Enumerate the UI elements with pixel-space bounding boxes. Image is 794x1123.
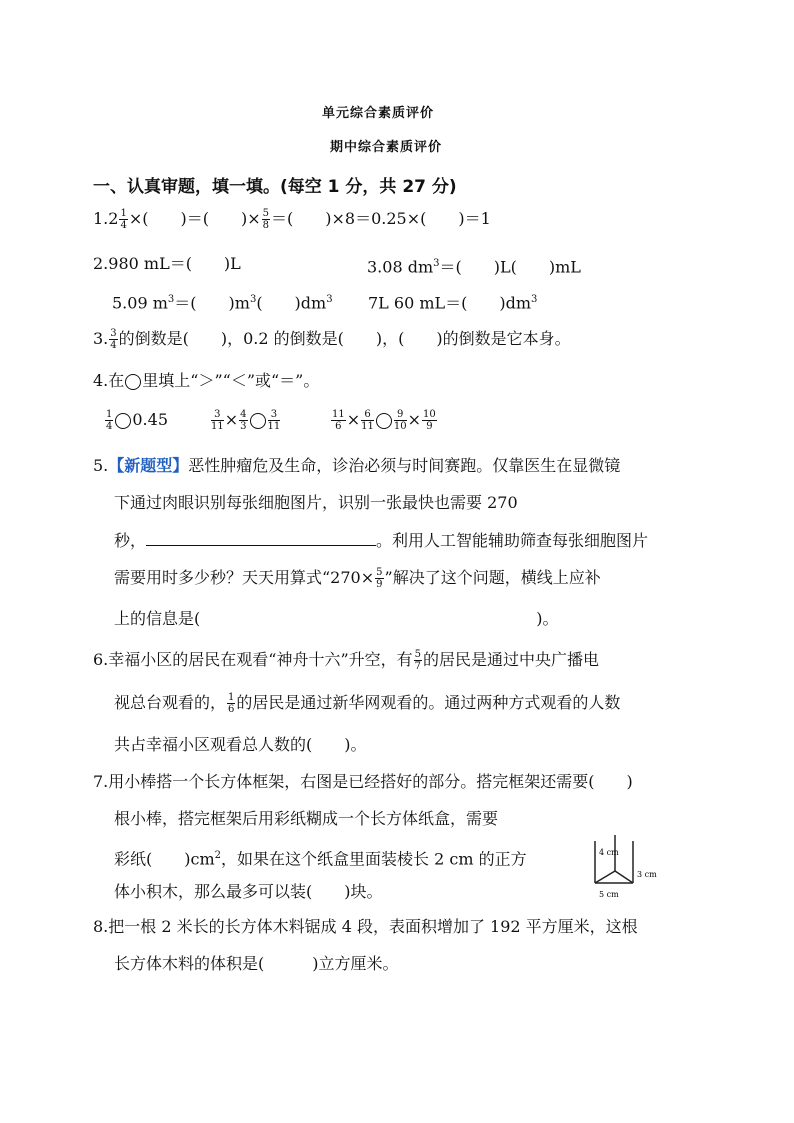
answer-circle[interactable] [376,413,392,429]
answer-circle[interactable] [250,413,266,429]
q1-rest: ＝( )×8＝0.25×( )＝1 [271,209,491,228]
question-5-line-2: 下通过肉眼识别每张细胞图片，识别一张最快也需要 270 [114,493,518,512]
q4-expression-3: $\frac{11}{6}$ × $\frac{6}{11}$ $\frac{9}{10}$ × $\frac{10}{9}$ [332,409,436,432]
question-2b: 3.08 $dm^3=$( )L( )mL [367,257,581,277]
question-6-line-3: 共占幸福小区观看总人数的( )。 [114,735,367,754]
question-8-line-1: 8.把一根 2 米长的长方体木料锯成 4 段，表面积增加了 192 平方厘米，这根 [93,917,638,936]
question-2c: 5.09 $m^3=$( )$m^3$( )$dm^3$ [112,293,333,313]
q1-middle: ×( )＝( )× [128,209,261,228]
q4-expression-1: $\frac{1}{4}$ 0.45 [106,409,168,432]
question-5-line-5: 上的信息是( )。 [114,609,559,628]
unit-title: 单元综合素质评价 [322,106,435,121]
question-1 [93,208,491,231]
figure-length-label: 5 cm [599,890,619,899]
answer-blank-line[interactable] [146,531,376,546]
answer-circle[interactable] [115,413,131,429]
cuboid-frame-figure [585,833,665,905]
q1-prefix: 1.2 [93,209,119,228]
q3-fraction: $\frac{3}{4}$ [110,328,117,351]
question-3: 3. $\frac{3}{4}$ 的倒数是( )，0.2 的倒数是( )，( )的倒数是它本身。 [93,328,571,351]
new-question-tag: 【新题型】 [108,456,189,475]
q1-fraction-2: $\frac{5}{8}$ [262,208,269,231]
figure-height-label: 4 cm [599,848,619,857]
question-7-line-1: 7.用小棒搭一个长方体框架，右图是已经搭好的部分。搭完框架还需要( ) [93,772,633,791]
question-4: 4.在 里填上“＞”“＜”或“＝”。 [93,371,320,390]
question-2d: 7L 60 mL＝( )$dm^3$ [368,293,538,313]
question-5-line-1: 5.【新题型】恶性肿瘤危及生命，诊治必须与时间赛跑。仅靠医生在显微镜 [93,456,621,475]
question-2a: 2.980 mL＝( )L [93,254,241,273]
question-5-line-3: 秒， 。利用人工智能辅助筛查每张细胞图片 [114,531,649,550]
section-heading: 一、认真审题，填一填。(每空 1 分，共 27 分) [93,177,457,197]
question-6-line-1: 6.幸福小区的居民在观看“神舟十六”升空，有 $\frac{5}{7}$ 的居民是通过中央广播电 [93,649,600,672]
question-8-line-2: 长方体木料的体积是( )立方厘米。 [114,954,399,973]
q1-fraction-1: $\frac{1}{4}$ [120,208,127,231]
q4-expression-2: $\frac{3}{11}$ × $\frac{4}{3}$ $\frac{3}{11}$ [211,409,281,432]
question-6-line-2: 视总台观看的， $\frac{1}{6}$ 的居民是通过新华网观看的。通过两种方式观看的人数 [114,692,621,715]
question-7-line-4: 体小积木，那么最多可以装( )块。 [114,882,383,901]
question-7-line-2: 根小棒，搭完框架后用彩纸糊成一个长方体纸盒，需要 [114,809,499,828]
figure-width-label: 3 cm [637,870,657,879]
exam-title: 期中综合素质评价 [330,140,443,155]
compare-circle-icon [125,374,141,390]
question-7-line-3: 彩纸( )$cm^2$，如果在这个纸盒里面装棱长 2 cm 的正方 [114,849,527,869]
question-5-line-4: 需要用时多少秒？天天用算式“270× $\frac{5}{9}$ ”解决了这个问题，横线上应补 [114,567,601,590]
